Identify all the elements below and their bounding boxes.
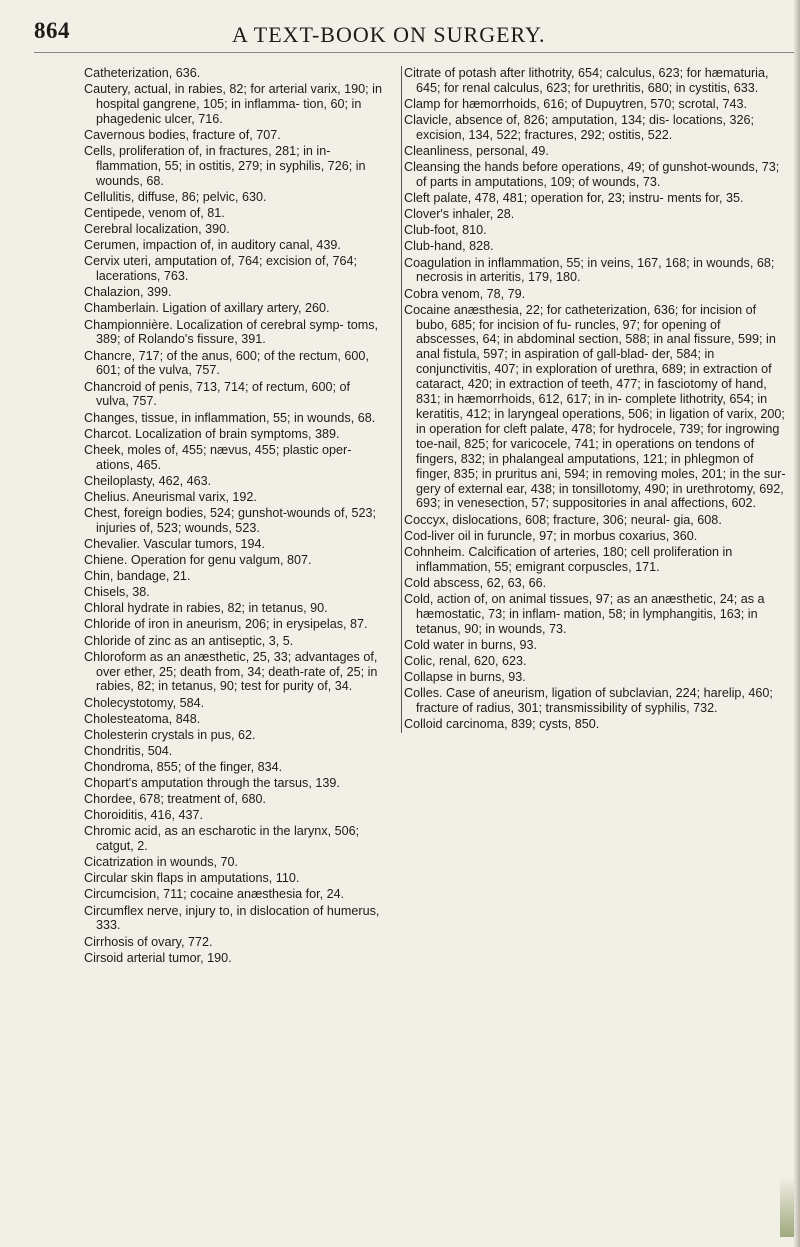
- index-entry: Chondritis, 504.: [84, 743, 173, 758]
- index-entry: Chancroid of penis, 713, 714; of rectum, 600; of vulva, 757.: [84, 379, 351, 409]
- index-entry: Chancre, 717; of the anus, 600; of the rectum, 600, 601; of the vulva, 757.: [84, 348, 369, 378]
- index-column-right: [401, 66, 786, 733]
- index-entry: Cold water in burns, 93.: [404, 637, 538, 652]
- index-entry: Chordee, 678; treatment of, 680.: [84, 792, 267, 807]
- index-entry: Catheterization, 636.: [84, 66, 201, 80]
- index-entry: Chiene. Operation for genu valgum, 807.: [84, 553, 312, 568]
- index-entry: Colic, renal, 620, 623.: [404, 653, 527, 668]
- index-entry: Cervix uteri, amputation of, 764; excision of, 764; lacerations, 763.: [84, 254, 358, 284]
- index-entry: Chopart's amputation through the tarsus, 139.: [84, 775, 340, 790]
- page-corner-stain: [780, 1177, 794, 1237]
- index-entry: Cirsoid arterial tumor, 190.: [84, 950, 232, 965]
- index-column-left: [84, 66, 384, 967]
- index-entry: Choroiditis, 416, 437.: [84, 808, 204, 823]
- index-entry: Cicatrization in wounds, 70.: [84, 855, 239, 870]
- index-entry: Cholecystotomy, 584.: [84, 695, 205, 710]
- index-entry: Cleft palate, 478, 481; operation for, 23; instru- ments for, 35.: [404, 191, 744, 206]
- index-entry: Chelius. Aneurismal varix, 192.: [84, 489, 257, 504]
- index-entry: Cheek, moles of, 455; nævus, 455; plastic oper- ations, 465.: [84, 442, 352, 472]
- index-entry: Cirrhosis of ovary, 772.: [84, 934, 213, 949]
- index-entry: Cholesterin crystals in pus, 62.: [84, 727, 256, 742]
- index-entry: Charcot. Localization of brain symptoms, 389.: [84, 426, 340, 441]
- index-entry: Chloride of zinc as an antiseptic, 3, 5.: [84, 633, 294, 648]
- index-entry: Cobra venom, 78, 79.: [404, 286, 526, 301]
- index-entry: Cod-liver oil in furuncle, 97; in morbus coxarius, 360.: [404, 528, 698, 543]
- index-entry: Cholesteatoma, 848.: [84, 711, 201, 726]
- index-entry: Chin, bandage, 21.: [84, 569, 191, 584]
- index-entry: Centipede, venom of, 81.: [84, 206, 225, 221]
- index-entry: Chamberlain. Ligation of axillary artery, 260.: [84, 301, 330, 316]
- index-entry: Cerebral localization, 390.: [84, 222, 230, 237]
- index-entry: Club-hand, 828.: [404, 239, 494, 254]
- index-entry: Chevalier. Vascular tumors, 194.: [84, 536, 266, 551]
- index-entry: Coccyx, dislocations, 608; fracture, 306; neural- gia, 608.: [404, 512, 722, 527]
- index-entry: Cocaine anæsthesia, 22; for catheterization, 636; for incision of bubo, 685; for incision of fu- runcles, 97; for opening of abscesses, 64; in abdominal section, 588; in anal fissure, 599; in anal fistula, 597; in aspiration of gall-blad- der, 584; in conjunctivitis, 407; in exploration of urethra, 689; in extraction of cataract, 420; in extraction of teeth, 477; in fasciotomy of hand, 831; in hæmorrhoids, 612, 617; in in- complete lithotrity, 654; in keratitis, 412; in laryngeal operations, 506; in ligation of varix, 200; in operation for cleft palate, 478; for hydrocele, 739; for ingrowing toe-nail, 825; for varicocele, 741; in operations on tendons of fingers, 832; in phalangeal amputations, 121; in phlegmon of finger, 835; in pruritus ani, 594; in removing moles, 201; in the sur- gery of external ear, 438; in tonsillotomy, 490; in urethrotomy, 692, 693; in venesection, 57; suppositories in anal affections, 602.: [404, 302, 786, 511]
- index-entry: Chloral hydrate in rabies, 82; in tetanus, 90.: [84, 601, 328, 616]
- index-entry: Chloroform as an anæsthetic, 25, 33; advantages of, over ether, 25; death from, 34; death-rate of, 25; in rabies, 82; in tetanus, 90; test for purity of, 34.: [84, 649, 378, 694]
- index-entry: Cohnheim. Calcification of arteries, 180; cell proliferation in inflammation, 55; emigrant corpuscles, 171.: [404, 544, 733, 574]
- index-entry: Cleanliness, personal, 49.: [404, 144, 549, 159]
- index-entry: Cavernous bodies, fracture of, 707.: [84, 128, 281, 142]
- index-entry: Circumcision, 711; cocaine anæsthesia for, 24.: [84, 887, 345, 902]
- index-entry: Cold, action of, on animal tissues, 97; as an anæsthetic, 24; as a hæmostatic, 73; in inflam- mation, 58; in lymphangitis, 163; in tetanus, 90; in wounds, 73.: [404, 591, 765, 636]
- index-entry: Chondroma, 855; of the finger, 834.: [84, 759, 283, 774]
- index-entry: Clover's inhaler, 28.: [404, 207, 515, 222]
- index-entry: Championnière. Localization of cerebral symp- toms, 389; of Rolando's fissure, 391.: [84, 317, 378, 347]
- index-entry: Cold abscess, 62, 63, 66.: [404, 575, 547, 590]
- index-entry: Clamp for hæmorrhoids, 616; of Dupuytren, 570; scrotal, 743.: [404, 97, 748, 111]
- index-entry: Coagulation in inflammation, 55; in veins, 167, 168; in wounds, 68; necrosis in arteritis, 179, 180.: [404, 255, 775, 285]
- index-entry: Chest, foreign bodies, 524; gunshot-wounds of, 523; injuries of, 523; wounds, 523.: [84, 505, 376, 535]
- index-entry: Circular skin flaps in amputations, 110.: [84, 871, 300, 886]
- index-entry: Cheiloplasty, 462, 463.: [84, 473, 212, 488]
- index-entry: Cellulitis, diffuse, 86; pelvic, 630.: [84, 190, 267, 204]
- index-entry: Colles. Case of aneurism, ligation of subclavian, 224; harelip, 460; fracture of radius, 301; transmissibility of syphilis, 732.: [404, 686, 773, 715]
- running-title: A TEXT-BOOK ON SURGERY.: [232, 22, 546, 47]
- index-entry: Colloid carcinoma, 839; cysts, 850.: [404, 717, 600, 731]
- page-edge-shadow: [793, 0, 800, 1247]
- index-entry: Cleansing the hands before operations, 49; of gunshot-wounds, 73; of parts in amputations, 109; of wounds, 73.: [404, 160, 780, 190]
- index-entry: Changes, tissue, in inflammation, 55; in wounds, 68.: [84, 410, 376, 425]
- index-entry: Cerumen, impaction of, in auditory canal, 439.: [84, 238, 341, 253]
- index-entry: Chromic acid, as an escharotic in the larynx, 506; catgut, 2.: [84, 824, 360, 854]
- index-entry: Cells, proliferation of, in fractures, 281; in in- flammation, 55; in ostitis, 279; in syphilis, 726; in wounds, 68.: [84, 144, 366, 188]
- index-entry: Circumflex nerve, injury to, in dislocation of humerus, 333.: [84, 903, 380, 933]
- index-entry: Citrate of potash after lithotrity, 654; calculus, 623; for hæmaturia, 645; for renal calculus, 623; for urethritis, 680; in cystitis, 633.: [404, 66, 769, 95]
- index-entry: Chloride of iron in aneurism, 206; in erysipelas, 87.: [84, 617, 368, 632]
- header-rule: [34, 52, 794, 53]
- index-entry: Chalazion, 399.: [84, 285, 172, 300]
- index-entry: Cautery, actual, in rabies, 82; for arterial varix, 190; in hospital gangrene, 105; in inflamma- tion, 60; in phagedenic ulcer, 716.: [84, 82, 382, 126]
- index-entry: Chisels, 38.: [84, 585, 150, 600]
- index-entry: Clavicle, absence of, 826; amputation, 134; dis- locations, 326; excision, 134, 522; fractures, 292; ostitis, 522.: [404, 113, 755, 142]
- page-number: 864: [34, 18, 70, 43]
- index-entry: Collapse in burns, 93.: [404, 669, 526, 684]
- index-entry: Club-foot, 810.: [404, 223, 487, 238]
